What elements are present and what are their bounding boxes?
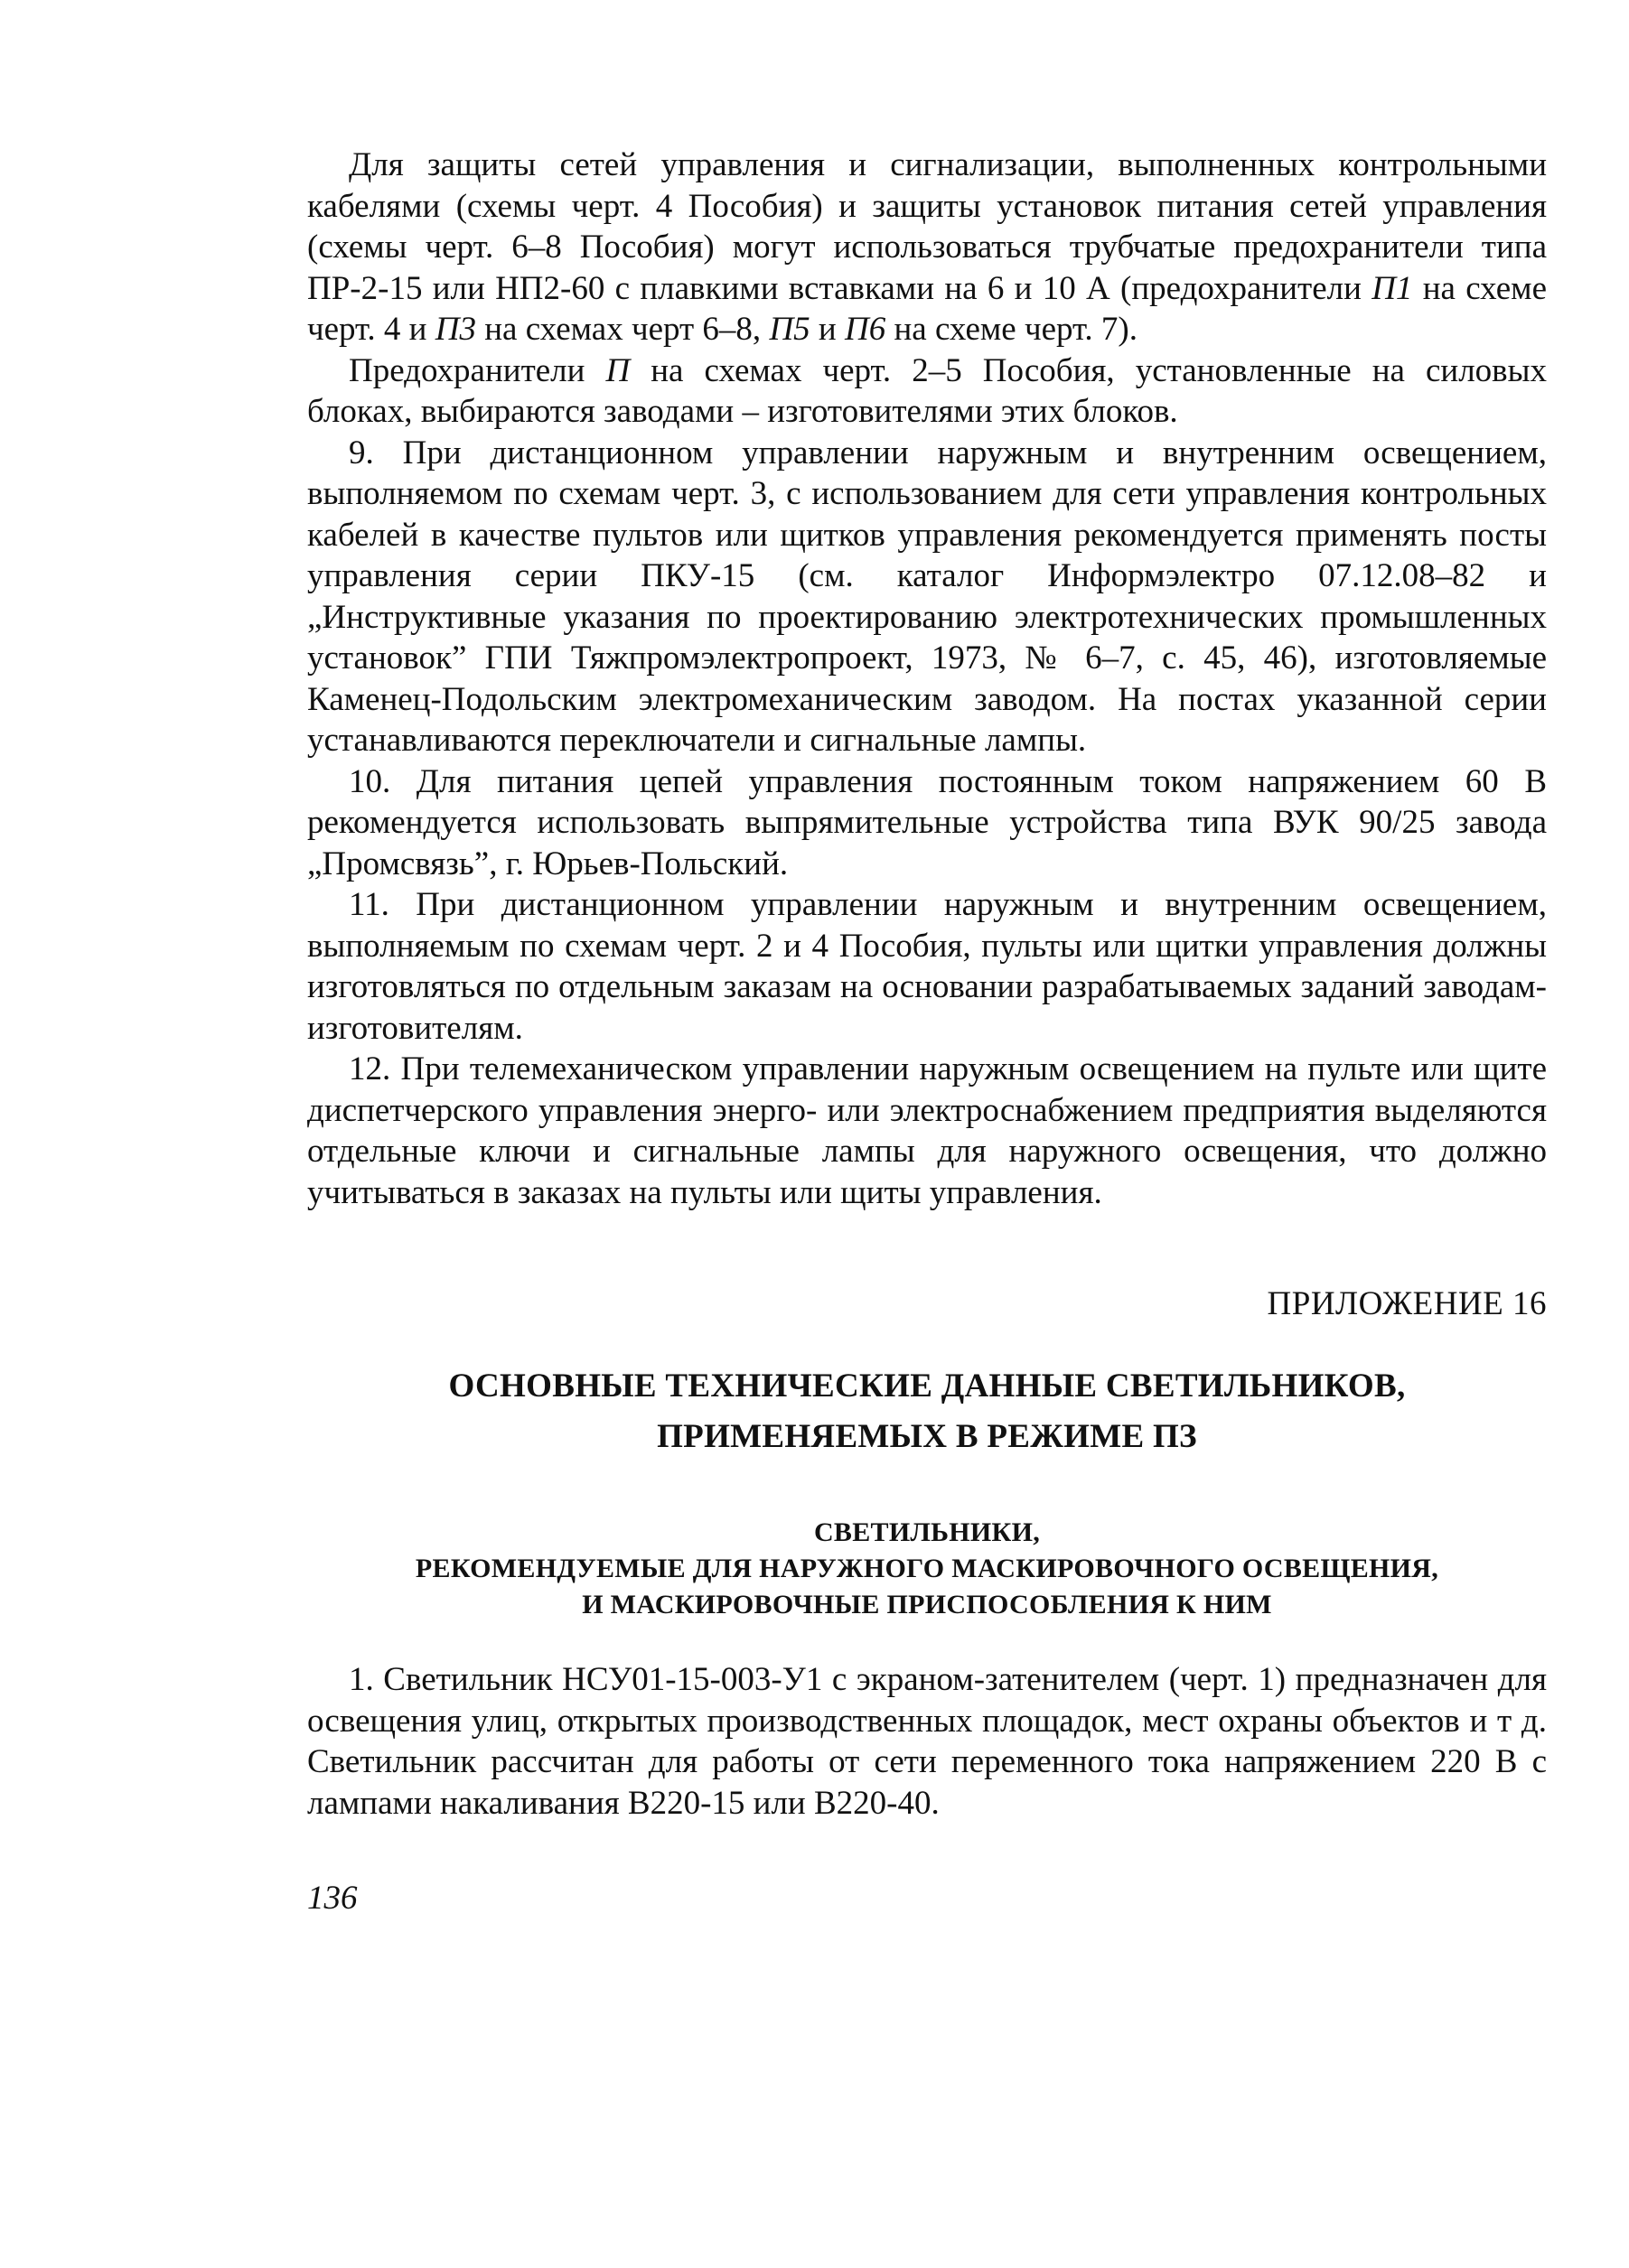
appendix-label: ПРИЛОЖЕНИЕ 16 (1267, 1285, 1547, 1322)
italic-reference: П6 (844, 311, 886, 348)
italic-reference: П (605, 351, 631, 389)
paragraph-item-12: 12. При телемеханическом управлении наружным освещением на пульте или щите диспетчерского управления энерго- или электроснабжением предприятия выделяются отдельные ключи и сигнальные лампы для наружного освещения, что должно учитываться в заказах на пульты или щиты управления. (307, 1050, 1547, 1211)
page-number: 136 (307, 1880, 358, 1917)
italic-reference: П5 (769, 311, 810, 348)
body-text-bottom (307, 1659, 1547, 1824)
section-subtitle (307, 1515, 1547, 1623)
subtitle-line: И МАСКИРОВОЧНЫЕ ПРИСПОСОБЛЕНИЯ К НИМ (582, 1590, 1272, 1619)
paragraph-item-9: 9. При дистанционном управлении наружным и внутренним освещением, выполняемом по схемам черт. 3, с использованием для сети управления контрольных кабелей в качестве пультов или щитков управления рекомендуется применять посты управления серии ПКУ-15 (см. каталог Информэлектро 07.12.08–82 и „Инструктивные указания по проектированию электротехнических промышленных установок” ГПИ Тяжпромэлектропроект, 1973, № 6–7, с. 45, 46), изготовляемые Каменец-Подольским электромеханическим заводом. На постах указанной серии устанавливаются переключатели и сигнальные лампы. (307, 434, 1547, 759)
italic-reference: П1 (1372, 269, 1413, 307)
main-title (307, 1361, 1547, 1462)
document-page (307, 145, 1547, 1919)
main-title-line: ОСНОВНЫЕ ТЕХНИЧЕСКИЕ ДАННЫЕ СВЕТИЛЬНИКОВ, (448, 1367, 1406, 1405)
subtitle-line: РЕКОМЕНДУЕМЫЕ ДЛЯ НАРУЖНОГО МАСКИРОВОЧНОГО ОСВЕЩЕНИЯ, (415, 1554, 1439, 1583)
paragraph-fuses: Для защиты сетей управления и сигнализации, выполненных контрольными кабелями (схемы черт. 4 Пособия) и защиты установок питания сетей управления (схемы черт. 6–8 Пособия) могут использоваться трубчатые предохранители типа ПР-2-15 или НП2-60 с плавкими вставками на 6 и 10 А (предохранители П1 на схеме черт. 4 и П3 на схемах черт 6–8, П5 и П6 на схеме черт. 7). (307, 146, 1548, 348)
paragraph-item-10: 10. Для питания цепей управления постоянным током напряжением 60 В рекомендуется использовать выпрямительные устройства типа ВУК 90/25 завода „Промсвязь”, г. Юрьев-Польский. (307, 762, 1547, 882)
main-title-line: ПРИМЕНЯЕМЫХ В РЕЖИМЕ ПЗ (657, 1418, 1197, 1455)
paragraph-item-11: 11. При дистанционном управлении наружным и внутренним освещением, выполняемым по схемам черт. 2 и 4 Пособия, пульты или щитки управления должны изготовляться по отдельным заказам на основании разрабатываемых заданий заводам-изготовителям. (307, 886, 1547, 1047)
body-text-top (307, 145, 1547, 1213)
italic-reference: П3 (435, 311, 476, 348)
paragraph-item-1: 1. Светильник НСУ01-15-003-У1 с экраном-затенителем (черт. 1) предназначен для освещения улиц, открытых производственных площадок, мест охраны объектов и т д. Светильник рассчитан для работы от сети переменного тока напряжением 220 В с лампами накаливания В220-15 или В220-40. (307, 1661, 1547, 1822)
paragraph-fuses-p: Предохранители П на схемах черт. 2–5 Пособия, установленные на силовых блоках, выбираются заводами – изготовителями этих блоков. (307, 351, 1547, 430)
subtitle-line: СВЕТИЛЬНИКИ, (813, 1517, 1041, 1547)
